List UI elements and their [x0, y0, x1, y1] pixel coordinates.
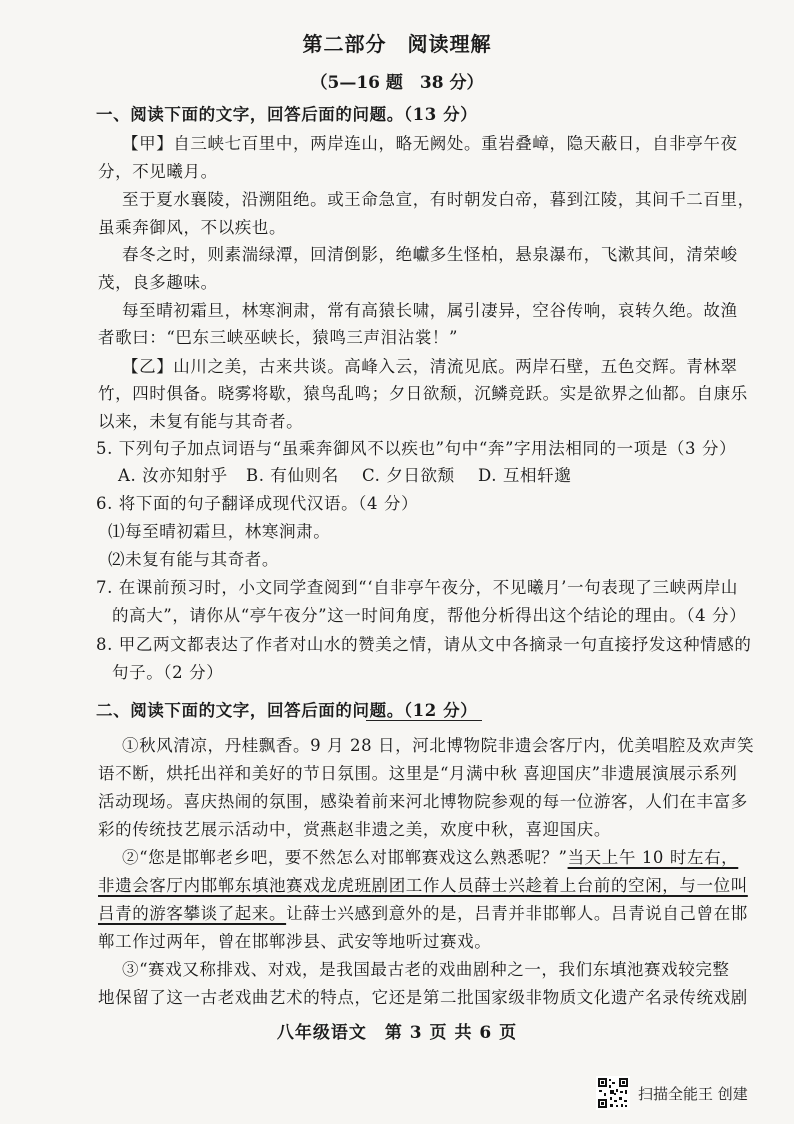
- passage-line: 至于夏水襄陵，沿溯阻绝。或王命急宣，有时朝发白帝，暮到江陵，其间千二百里，: [122, 190, 755, 209]
- article-text: ②“您是邯郸老乡吧，要不然怎么对邯郸赛戏这么熟悉呢？”: [122, 848, 568, 867]
- article-line: [98, 903, 748, 925]
- article-line: ③“赛戏又称排戏、对戏，是我国最古老的戏曲剧种之一，我们东填池赛戏较完整: [122, 960, 730, 979]
- q5-option-d: D. 互相轩邈: [478, 466, 572, 485]
- passage-line: 虽乘奔御风，不以疾也。: [98, 218, 287, 237]
- qr-code-icon: [596, 1076, 630, 1110]
- article-line: 地保留了这一古老戏曲艺术的特点，它还是第二批国家级非物质文化遗产名录传统戏剧: [98, 988, 748, 1007]
- passage-line: 竹，四时俱备。晓雾将歇，猿鸟乱鸣；夕日欲颓，沉鳞竞跃。实是欲界之仙都。自康乐: [98, 384, 748, 403]
- article-text: 让薛士兴感到意外的是，吕青并非邯郸人。吕青说自己曾在邯: [286, 904, 748, 923]
- underlined-text: 非遗会客厅内邯郸东填池赛戏龙虎班剧团工作人员薛士兴趁着上台前的空闲，与一位叫: [98, 876, 748, 895]
- passage-line: 分，不见曦月。: [98, 162, 218, 181]
- passage-line: 春冬之时，则素湍绿潭，回清倒影，绝巘多生怪柏，悬泉瀑布，飞漱其间，清荣峻: [122, 245, 738, 264]
- article-line: 郸工作过两年，曾在邯郸涉县、武安等地听过赛戏。: [98, 932, 492, 951]
- page-footer: 八年级语文 第 3 页 共 6 页: [276, 1023, 518, 1043]
- passage-line: 【乙】山川之美，古来共谈。高峰入云，清流见底。两岸石壁，五色交辉。青林翠: [122, 357, 738, 376]
- question-7: 7. 在课前预习时，小文同学查阅到“‘自非亭午夜分，不见曦月’一句表现了三峡两岸山: [96, 578, 739, 597]
- q5-option-c: C. 夕日欲颓: [362, 466, 455, 485]
- article-line: 活动现场。喜庆热闹的氛围，感染着前来河北博物院参观的每一位游客，人们在丰富多: [98, 792, 748, 811]
- underlined-text: 当天上午 10 时左右，: [567, 848, 739, 867]
- divider-line: [366, 720, 482, 721]
- passage-line: 以来，未复有能与其奇者。: [98, 412, 304, 431]
- question-6-item-2: ⑵未复有能与其奇者。: [108, 550, 279, 569]
- section2-heading: 二、阅读下面的文字，回答后面的问题。（12 分）: [96, 701, 478, 720]
- passage-line: 茂，良多趣味。: [98, 273, 218, 292]
- passage-line: 【甲】自三峡七百里中，两岸连山，略无阙处。重岩叠嶂，隐天蔽日，自非亭午夜: [122, 134, 738, 153]
- article-line: 彩的传统技艺展示活动中，赏燕赵非遗之美，欢度中秋，喜迎国庆。: [98, 820, 611, 839]
- article-line: [122, 847, 738, 869]
- question-8-cont: 句子。（2 分）: [112, 663, 224, 682]
- passage-line: 每至晴初霜旦，林寒涧肃，常有高猿长啸，属引凄异，空谷传响，哀转久绝。故渔: [122, 301, 738, 320]
- watermark-text: 扫描全能王 创建: [638, 1084, 748, 1103]
- passage-line: 者歌曰：“巴东三峡巫峡长，猿鸣三声泪沾裳！”: [98, 328, 459, 347]
- page-title: 第二部分 阅读理解: [302, 32, 492, 56]
- underlined-text: 吕青的游客攀谈了起来。: [98, 904, 287, 923]
- q5-option-b: B. 有仙则名: [246, 466, 339, 485]
- question-6-item-1: ⑴每至晴初霜旦，林寒涧肃。: [108, 522, 331, 541]
- question-5: 5. 下列句子加点词语与“虽乘奔御风不以疾也”句中“奔”字用法相同的一项是（3 分）: [96, 439, 737, 458]
- section-subtitle: （5—16 题 38 分）: [310, 73, 484, 93]
- section1-heading: 一、阅读下面的文字，回答后面的问题。（13 分）: [96, 105, 478, 124]
- question-8: 8. 甲乙两文都表达了作者对山水的赞美之情，请从文中各摘录一句直接抒发这种情感的: [96, 635, 752, 654]
- question-7-cont: 的高大”，请你从“亭午夜分”这一时间角度，帮他分析得出这个结论的理由。（4 分）: [112, 606, 747, 625]
- q5-option-a: A. 汝亦知射乎: [118, 466, 228, 485]
- article-line: 语不断，烘托出祥和美好的节日氛围。这里是“月满中秋 喜迎国庆”非遗展演展示系列: [98, 764, 738, 783]
- question-6: 6. 将下面的句子翻译成现代汉语。（4 分）: [96, 494, 419, 513]
- scanner-watermark: [596, 1076, 748, 1110]
- article-line: ①秋风清凉，丹桂飘香。9 月 28 日，河北博物院非遗会客厅内，优美唱腔及欢声笑: [122, 736, 755, 755]
